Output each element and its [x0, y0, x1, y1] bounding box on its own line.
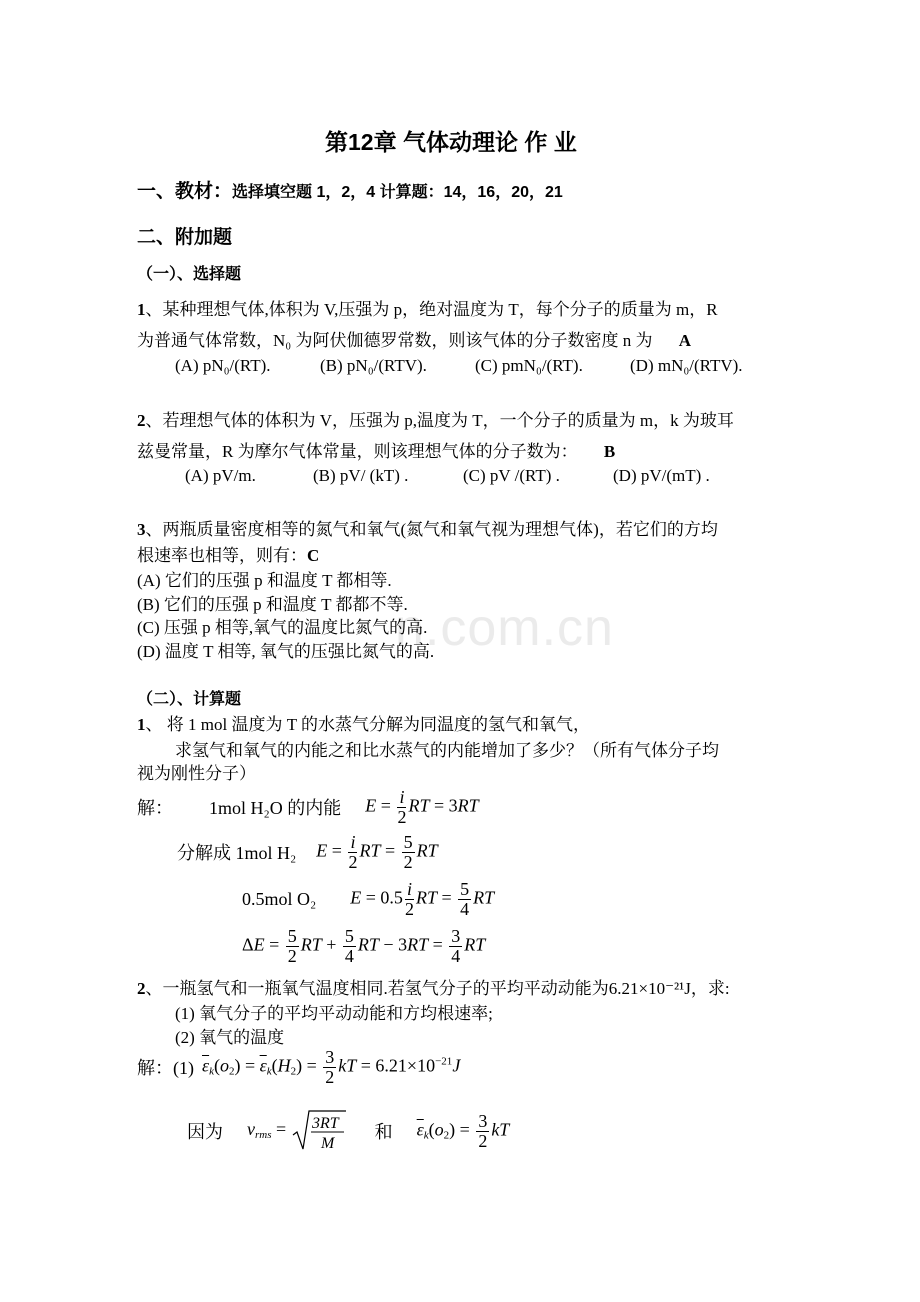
- c2-because-label: 因为: [187, 1122, 223, 1142]
- watermark: n.com.cn: [395, 599, 614, 657]
- c1-number: 1: [137, 715, 146, 734]
- q1-text-line2: 为普通气体常数，N₀ 为阿伏伽德罗常数，则该气体的分子数密度 n 为: [137, 331, 653, 350]
- q3-option-a: (A) 它们的压强 p 和温度 T 都相等.: [137, 571, 392, 590]
- c1-solution-line1: [137, 784, 479, 830]
- c1-h2-equation: E = $\frac{i}{2}$ RT = $\frac{5}{2}$ RT: [316, 831, 438, 872]
- q3-text-line1: 、两瓶质量密度相等的氮气和氧气(氮气和氧气视为理想气体)，若它们的方均: [145, 520, 718, 539]
- c1-water-text: 1mol H₂O 的内能: [209, 798, 342, 818]
- section-textbook-label: 一、教材：: [137, 181, 233, 202]
- c2-solution-line1: [137, 1044, 460, 1090]
- c2-line1: [137, 974, 730, 999]
- q2-option-b: (B) pV/ (kT) .: [313, 466, 409, 485]
- part-calc-label: （二）、计算题: [137, 691, 242, 708]
- q1-option-a: (A) pN₀/(RT).: [175, 356, 271, 375]
- c1-text-line2: 求氢气和氧气的内能之和比水蒸气的内能增加了多少？（所有气体分子均: [175, 741, 719, 760]
- c1-o2-text: 0.5mol O₂: [242, 888, 317, 909]
- q2-answer: B: [603, 442, 616, 461]
- q2-text-line2: 兹曼常量，R 为摩尔气体常量，则该理想气体的分子数为：: [137, 442, 578, 461]
- q2-number: 2: [137, 411, 146, 430]
- section-textbook-text: 选择填空题 1，2，4 计算题：14，16，20，21: [232, 184, 563, 201]
- q2-options: [185, 466, 710, 486]
- q3-answer: C: [307, 546, 320, 565]
- page-title: 第12章 气体动理论 作 业: [325, 129, 577, 155]
- sqrt-symbol: [291, 1109, 347, 1153]
- c1-o2-equation: E = 0.5 $\frac{i}{2}$ RT = $\frac{5}{4}$ RT: [350, 878, 495, 919]
- q1-number: 1: [137, 300, 146, 319]
- q1-option-d: (D) mN₀/(RTV).: [630, 356, 743, 375]
- c1-h2-text: 分解成 1mol H₂: [177, 843, 297, 863]
- q1-options: [175, 356, 743, 376]
- q1-line2: [137, 326, 691, 351]
- section-extra-label: 二、附加题: [137, 227, 233, 248]
- q2-line2: [137, 437, 615, 462]
- q3-line1: [137, 515, 718, 540]
- c2-energy-equation: $\overline{\varepsilon}_k(o_2) = \overline{\varepsilon}_k(H_2)$ = $\frac{3}{2}$ kT = $6.21\times 10^{-21}J$: [202, 1046, 461, 1087]
- c1-delta-equation: ΔE = $\frac{5}{2}$ RT + $\frac{5}{4}$ RT − 3RT = $\frac{3}{4}$ RT: [242, 925, 486, 966]
- c1-line1: [137, 710, 590, 735]
- c2-vrms-equation: $v_{rms}$ = 3RT M: [247, 1109, 347, 1153]
- q3-line2: [137, 541, 319, 566]
- c2-text-line1: 、一瓶氢气和一瓶氧气温度相同.若氢气分子的平均平动动能为6.21×10⁻²¹J，求:: [145, 979, 730, 998]
- q2-line1: [137, 406, 734, 431]
- q1-line1: [137, 295, 718, 320]
- q2-text-line1: 、若理想气体的体积为 V，压强为 p,温度为 T，一个分子的质量为 m，k 为玻耳: [145, 411, 734, 430]
- c2-sub2: (2) 氧气的温度: [175, 1028, 285, 1047]
- c2-solution-line2: [187, 1107, 509, 1155]
- c2-number: 2: [137, 979, 146, 998]
- part-choice-label: （一）、选择题: [137, 266, 242, 283]
- q3-option-d: (D) 温度 T 相等, 氧气的压强比氮气的高.: [137, 642, 435, 661]
- svg-text:3RT: 3RT: [311, 1115, 339, 1132]
- q2-option-c: (C) pV /(RT) .: [463, 466, 560, 485]
- q2-option-d: (D) pV/(mT) .: [613, 466, 710, 485]
- q1-text-line1: 、某种理想气体,体积为 V,压强为 p，绝对温度为 T，每个分子的质量为 m，R: [145, 300, 718, 319]
- c2-o2-energy-equation: $\overline{\varepsilon}_k(o_2)$ = $\frac{3}{2}$ kT: [416, 1110, 510, 1151]
- q1-answer: A: [678, 331, 691, 350]
- section-textbook: [137, 176, 563, 203]
- c2-sub1: (1) 氧气分子的平均平动动能和方均根速率;: [175, 1004, 493, 1023]
- c2-and-label: 和: [374, 1122, 393, 1142]
- q1-option-b: (B) pN₀/(RTV).: [320, 356, 427, 375]
- q3-option-c: (C) 压强 p 相等,氧气的温度比氮气的高.: [137, 618, 428, 637]
- svg-text:M: M: [320, 1135, 334, 1152]
- q3-text-line2: 根速率也相等，则有：: [137, 546, 307, 565]
- c1-text-line1: 、 将 1 mol 温度为 T 的水蒸气分解为同温度的氢气和氧气，: [145, 715, 591, 734]
- c1-solution-line2: [177, 829, 438, 875]
- q1-option-c: (C) pmN₀/(RT).: [475, 356, 583, 375]
- c2-solution-label: 解：(1): [137, 1058, 194, 1078]
- q3-option-b: (B) 它们的压强 p 和温度 T 都都不等.: [137, 595, 408, 614]
- q3-number: 3: [137, 520, 146, 539]
- c1-water-equation: E = $\frac{i}{2}$ RT = 3RT: [365, 786, 479, 827]
- q2-option-a: (A) pV/m.: [185, 466, 256, 485]
- c1-solution-label: 解：: [137, 798, 173, 818]
- c1-solution-line3: [242, 876, 494, 922]
- c1-text-line3: 视为刚性分子）: [137, 764, 256, 783]
